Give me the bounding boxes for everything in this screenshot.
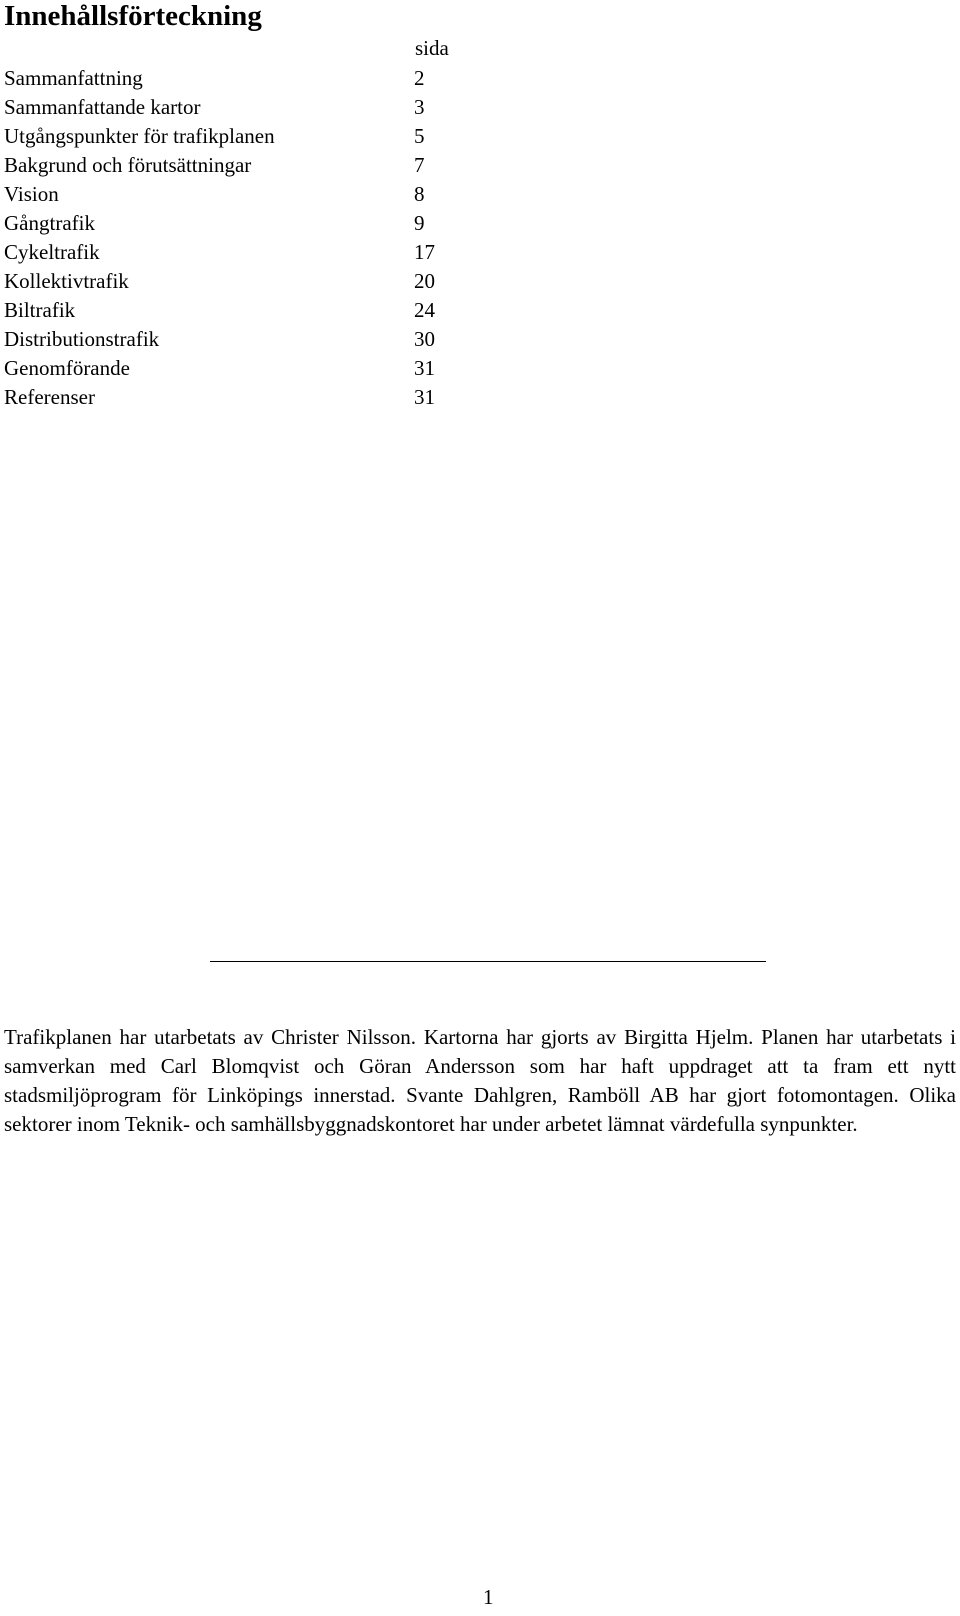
toc-item (4, 383, 464, 412)
toc-item (4, 354, 464, 383)
toc-item-page: 17 (414, 240, 435, 264)
toc-item (4, 180, 464, 209)
toc-item-label: Utgångspunkter för trafikplanen (4, 124, 275, 148)
toc-item-label: Genomförande (4, 356, 130, 380)
toc-item-page: 2 (414, 66, 425, 90)
toc-item-page: 7 (414, 153, 425, 177)
toc-item-page: 31 (414, 356, 435, 380)
toc-item-label: Biltrafik (4, 298, 76, 322)
credits-paragraph: Trafikplanen har utarbetats av Christer Nilsson. Kartorna har gjorts av Birgitta Hjelm. Planen har utarbetats i samverkan med Carl Blomqvist och Göran Andersson som har haft uppdraget att ta fram ett nytt stadsmiljöprogram för Linköpings innerstad. Svante Dahlgren, Ramböll AB har gjort fotomontagen. Olika sektorer inom Teknik- och samhällsbyggnadskontoret har under arbetet lämnat värdefulla synpunkter. (4, 1025, 956, 1136)
toc-item-label: Distributionstrafik (4, 327, 160, 351)
toc-title: Innehållsförteckning (4, 0, 262, 32)
page-number: 1 (483, 1585, 494, 1609)
toc-item (4, 122, 464, 151)
toc-item (4, 64, 464, 93)
toc-item-page: 9 (414, 211, 425, 235)
toc-item-label: Referenser (4, 385, 95, 409)
toc-item-page: 3 (414, 95, 425, 119)
toc-item-label: Bakgrund och förutsättningar (4, 153, 252, 177)
toc-item-page: 5 (414, 124, 425, 148)
toc-item-label: Sammanfattning (4, 66, 143, 90)
toc-item (4, 296, 464, 325)
toc-item-label: Cykeltrafik (4, 240, 100, 264)
toc-item (4, 93, 464, 122)
toc-item-page: 31 (414, 385, 435, 409)
toc-item (4, 151, 464, 180)
toc-item-page: 8 (414, 182, 425, 206)
toc-item-page: 20 (414, 269, 435, 293)
toc-item-page: 24 (414, 298, 435, 322)
toc-list (4, 64, 464, 412)
toc-item (4, 238, 464, 267)
page-column-header: sida (415, 36, 449, 60)
toc-item (4, 267, 464, 296)
toc-item-label: Kollektivtrafik (4, 269, 129, 293)
toc-item (4, 325, 464, 354)
footnote-separator (210, 961, 766, 962)
toc-item-label: Sammanfattande kartor (4, 95, 201, 119)
toc-item-page: 30 (414, 327, 435, 351)
toc-item-label: Gångtrafik (4, 211, 95, 235)
toc-item (4, 209, 464, 238)
toc-item-label: Vision (4, 182, 59, 206)
